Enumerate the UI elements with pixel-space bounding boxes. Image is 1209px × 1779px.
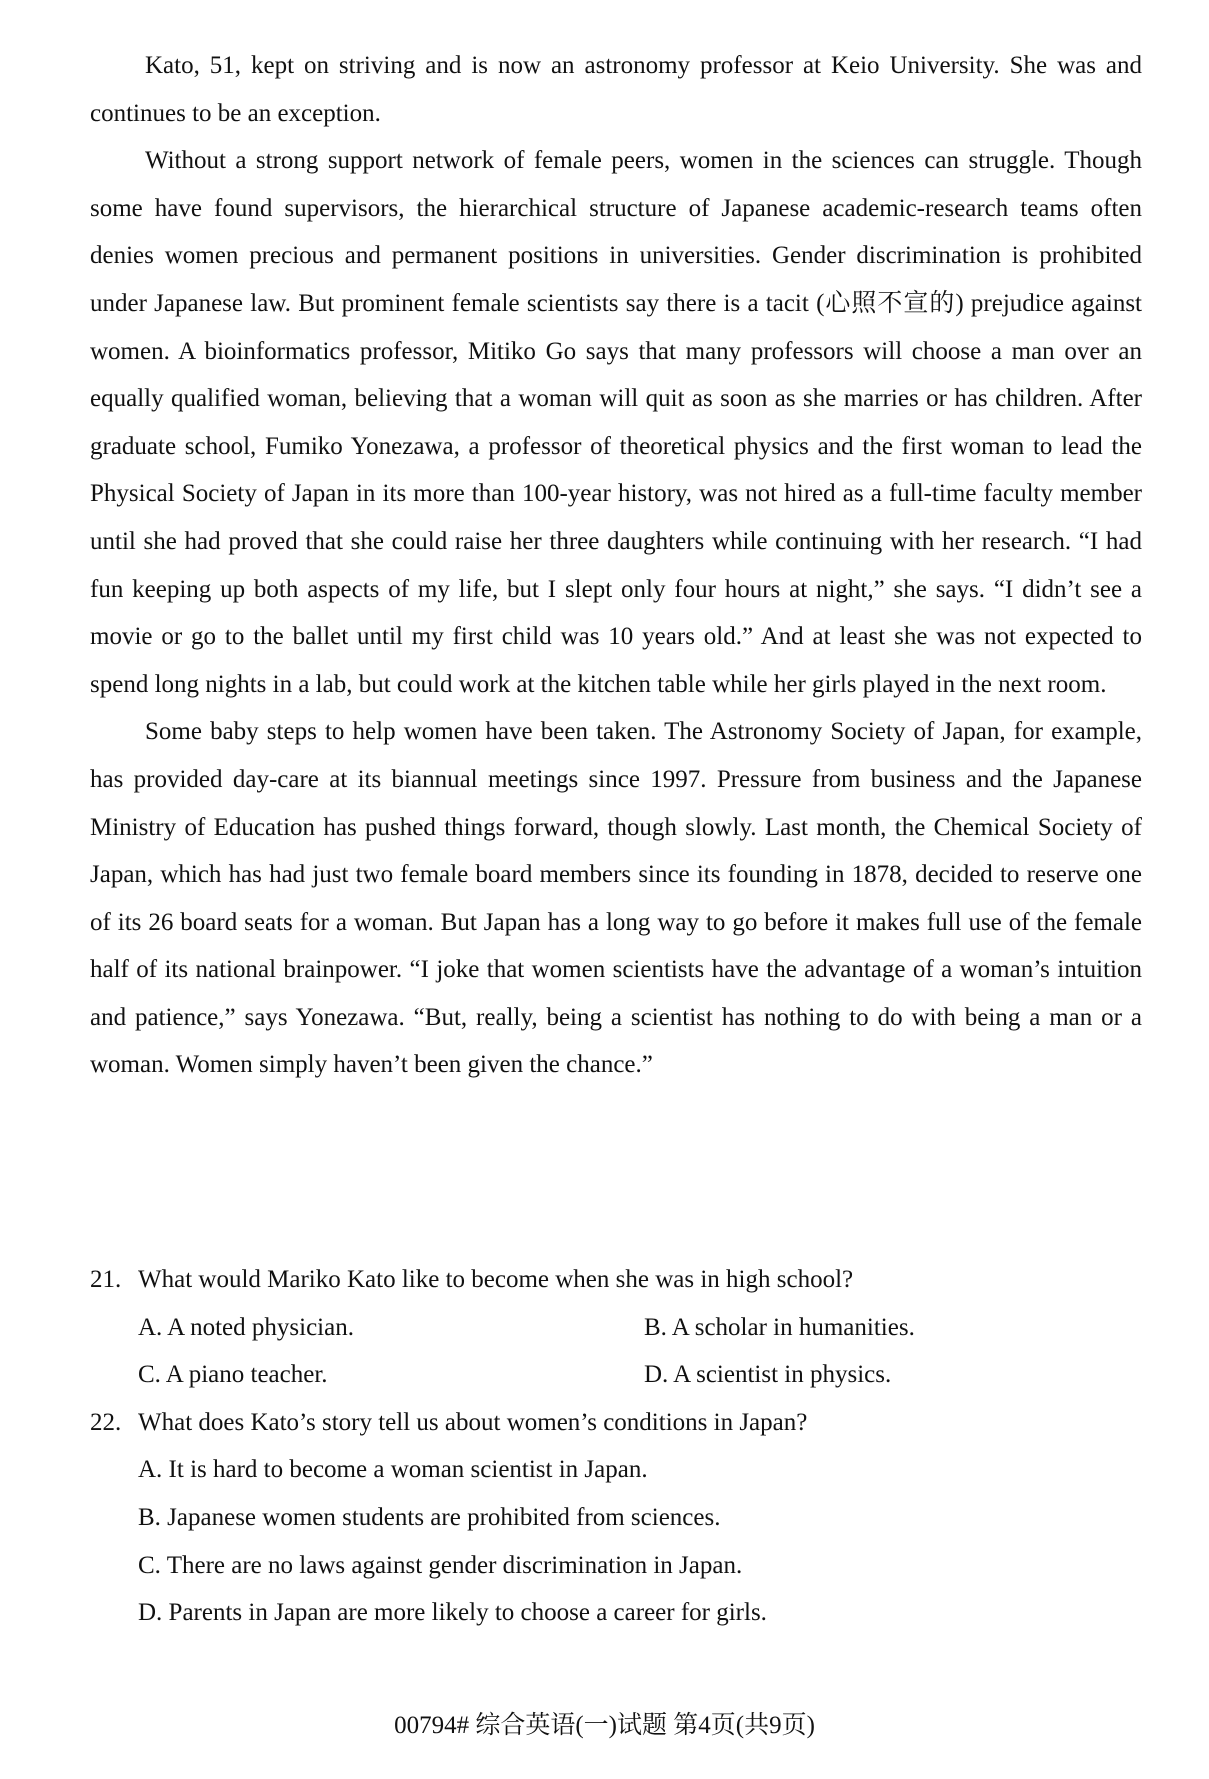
- option-b: B. Japanese women students are prohibited from sciences.: [138, 1503, 721, 1531]
- option-d: D. Parents in Japan are more likely to choose a career for girls.: [138, 1599, 767, 1627]
- question-section: [90, 1256, 1142, 1637]
- answer-options: [138, 1446, 1142, 1636]
- answer-options: [138, 1304, 1142, 1399]
- question-text: What would Mariko Kato like to become when she was in high school?: [138, 1266, 854, 1293]
- option-c: C. There are no laws against gender discrimination in Japan.: [138, 1551, 743, 1579]
- page-footer: 00794# 综合英语(一)试题 第4页(共9页): [394, 1712, 815, 1739]
- option-a: A. A noted physician.: [138, 1313, 354, 1341]
- option-a: A. It is hard to become a woman scientist in Japan.: [138, 1456, 648, 1484]
- question-stem: [90, 1256, 1142, 1304]
- question-21: [90, 1256, 1142, 1399]
- question-number: 21.: [90, 1266, 122, 1293]
- option-c: C. A piano teacher.: [138, 1361, 328, 1389]
- question-number: 22.: [90, 1408, 122, 1436]
- passage-paragraph-3: Some baby steps to help women have been taken. The Astronomy Society of Japan, for example, has provided day-care at its biannual meetings since 1997. Pressure from business and the Japanese Ministry of Education has pushed things forward, though slowly. Last month, the Chemical Society of Japan, which has had just two female board members since its founding in 1878, decided to reserve one of its 26 board seats for a woman. But Japan has a long way to go before it makes full use of the female half of its national brainpower. “I joke that women scientists have the advantage of a woman’s intuition and patience,” says Yonezawa. “But, really, being a scientist has nothing to do with being a man or a woman. Women simply haven’t been given the chance.”: [90, 718, 1142, 1079]
- passage-paragraph-1: Kato, 51, kept on striving and is now an astronomy professor at Keio University. She was and continues to be an exception.: [90, 52, 1142, 127]
- option-d: D. A scientist in physics.: [644, 1361, 892, 1389]
- question-text: What does Kato’s story tell us about women’s conditions in Japan?: [138, 1408, 808, 1436]
- option-b: B. A scholar in humanities.: [644, 1313, 915, 1341]
- question-stem: [90, 1399, 1142, 1447]
- passage-paragraph-2: Without a strong support network of female peers, women in the sciences can struggle. Though some have found supervisors, the hierarchical structure of Japanese academic-research teams often denies women precious and permanent positions in universities. Gender discrimination is prohibited under Japanese law. But prominent female scientists say there is a tacit (心照不宣的) prejudice against women. A bioinformatics professor, Mitiko Go says that many professors will choose a man over an equally qualified woman, believing that a woman will quit as soon as she marries or has children. After graduate school, Fumiko Yonezawa, a professor of theoretical physics and the first woman to lead the Physical Society of Japan in its more than 100-year history, was not hired as a full-time faculty member until she had proved that she could raise her three daughters while continuing with her research. “I had fun keeping up both aspects of my life, but I slept only four hours at night,” she says. “I didn’t see a movie or go to the ballet until my first child was 10 years old.” And at least she was not expected to spend long nights in a lab, but could work at the kitchen table while her girls played in the next room.: [90, 147, 1142, 698]
- question-22: [90, 1399, 1142, 1637]
- reading-passage: [90, 42, 1142, 1089]
